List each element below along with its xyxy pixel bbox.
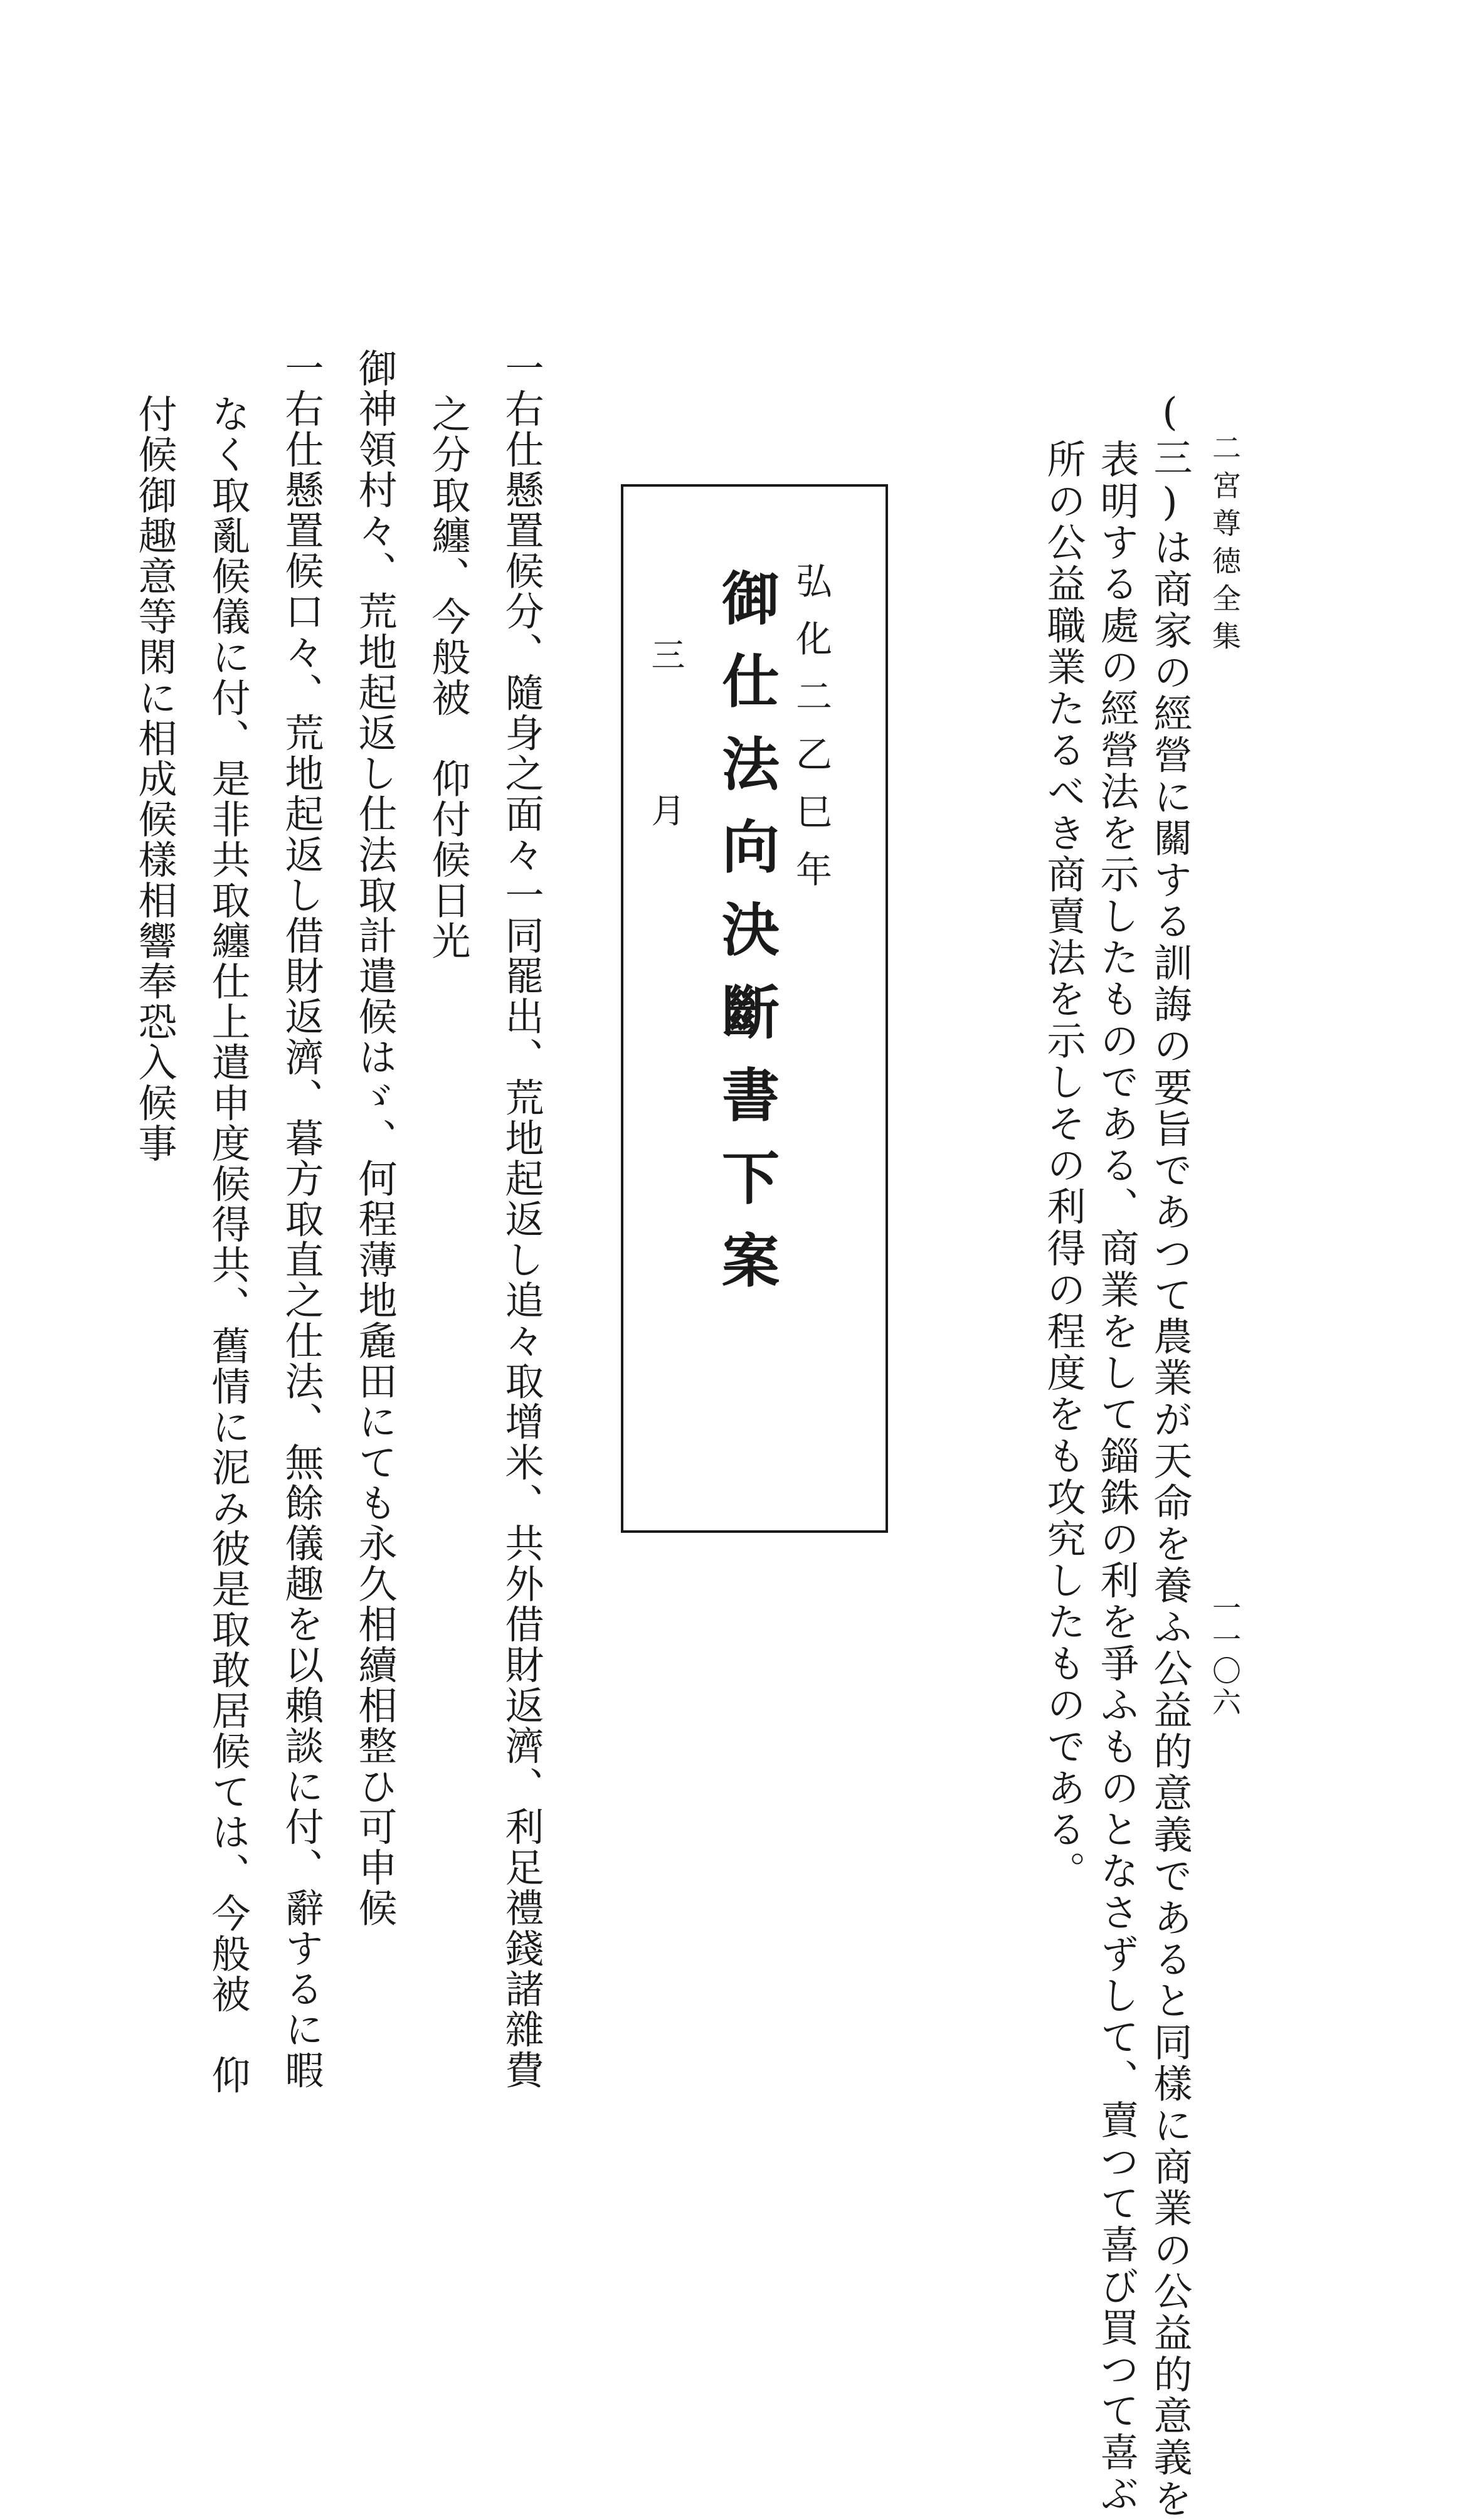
note-line-2: 表明する處の經營法を示したものである、商業をして錙銖の利を爭ふものとなさずして、賣つて喜び買つて喜ぶ xyxy=(1094,439,1140,2515)
page-number: 一一〇六 xyxy=(1208,1593,1242,1718)
body-line-3: 御神領村々、荒地起返し仕法取計遣候はゞ、何程薄地麁田にても永久相續相整ひ可申候 xyxy=(352,348,398,1929)
note-line-3: 所の公益職業たるべき商賣法を示しその利得の程度をも攻究したものである。 xyxy=(1040,439,1086,1892)
title-box xyxy=(621,484,888,1533)
body-line-1: 一右仕懸置候分、隨身之面々一同罷出、荒地起返し追々取增米、共外借財返濟、利足禮錢諸雜費 xyxy=(499,348,544,2090)
running-header-title: 二宮尊徳全集 xyxy=(1208,433,1242,659)
body-line-6: 付候御趣意等閑に相成候樣相響奉恐入候事 xyxy=(132,394,177,1164)
body-line-4: 一右仕懸置候口々、荒地起返し借財返濟、暮方取直之仕法、無餘儀趣を以賴談に付、辭するに暇 xyxy=(278,348,324,2090)
note-line-1: (三)は商家の經營に關する訓誨の要旨であつて農業が天命を養ふ公益的意義であると同樣に商業の公益的意義を xyxy=(1147,389,1193,2520)
month-line: 三 月 xyxy=(646,637,685,871)
body-line-2: 之分取纏、今般被 仰付候日光 xyxy=(425,394,471,961)
document-title: 御仕法向決斷書下案 xyxy=(712,568,780,1313)
body-line-5: なく取亂候儀に付、是非共取纏仕上遣申度候得共、舊情に泥み彼是取敢居候ては、今般被 仰 xyxy=(205,394,251,2096)
date-line: 弘化二乙巳年 xyxy=(790,562,832,908)
